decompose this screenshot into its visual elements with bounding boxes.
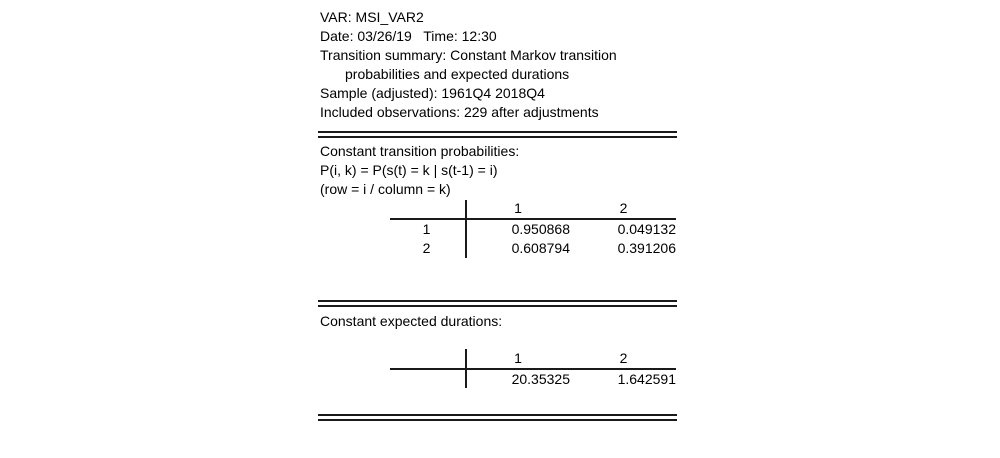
col-header-2: 2 xyxy=(619,200,628,216)
observations-line: Included observations: 229 after adjustments xyxy=(320,104,599,120)
table-row xyxy=(390,239,676,258)
separator-rule-bottom xyxy=(318,414,677,421)
sample-line: Sample (adjusted): 1961Q4 2018Q4 xyxy=(320,85,545,101)
var-title-line: VAR: MSI_VAR2 xyxy=(320,9,424,25)
col-header-1: 1 xyxy=(514,350,522,366)
cell-value: 0.049132 xyxy=(617,221,676,237)
separator-rule-middle xyxy=(318,300,677,307)
duration-section-block xyxy=(320,312,690,331)
cell-value: 1.642591 xyxy=(617,371,676,387)
row-label xyxy=(390,370,463,389)
output-header-block xyxy=(320,8,690,122)
col-header-2: 2 xyxy=(619,350,628,366)
duration-section-title: Constant expected durations: xyxy=(320,313,503,329)
transition-note: (row = i / column = k) xyxy=(320,181,451,197)
table-row xyxy=(390,220,676,239)
transition-probabilities-table xyxy=(390,199,676,259)
table-header-row xyxy=(390,349,676,368)
expected-durations-table xyxy=(390,349,676,390)
transition-summary-wrap-line: probabilities and expected durations xyxy=(345,66,570,82)
cell-value: 0.391206 xyxy=(617,240,676,256)
transition-section-block xyxy=(320,142,690,199)
row-label: 1 xyxy=(422,221,431,237)
cell-value: 0.950868 xyxy=(511,221,570,237)
table-row xyxy=(390,370,676,389)
separator-rule-top xyxy=(318,131,677,138)
cell-value: 0.608794 xyxy=(511,240,570,256)
col-header-1: 1 xyxy=(514,200,522,216)
table-header-row xyxy=(390,199,676,218)
transition-formula: P(i, k) = P(s(t) = k | s(t-1) = i) xyxy=(320,162,498,178)
date-time-line: Date: 03/26/19 Time: 12:30 xyxy=(320,28,497,44)
cell-value: 20.35325 xyxy=(511,371,570,387)
row-label: 2 xyxy=(422,240,431,256)
transition-summary-line: Transition summary: Constant Markov transition xyxy=(320,47,617,63)
transition-section-title: Constant transition probabilities: xyxy=(320,143,520,159)
